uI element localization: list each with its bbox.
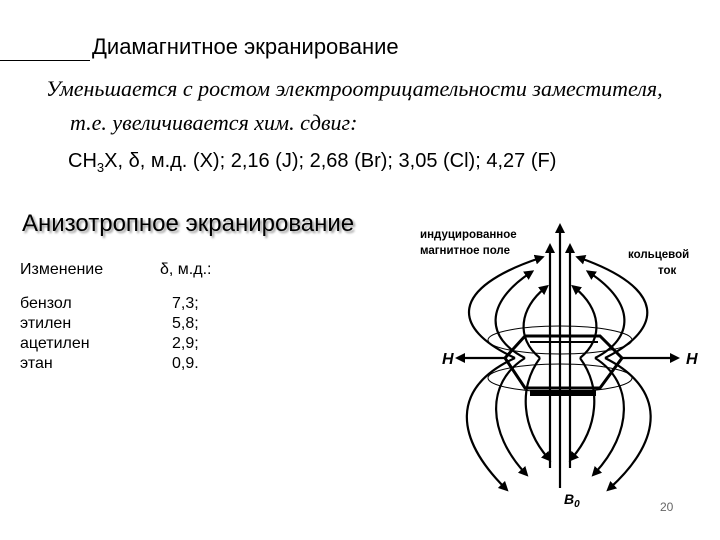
benzene-ring-current-diagram — [410, 218, 710, 518]
formula-values: δ, м.д. (X); 2,16 (J); 2,68 (Br); 3,05 (Cl); 4,27 (F) — [123, 150, 557, 172]
compound-name: этилен — [20, 315, 72, 332]
field-line-left-lower — [467, 358, 515, 488]
compound-name: бензол — [20, 295, 72, 312]
label-b0 — [564, 491, 580, 510]
field-line-inner-right-lower — [572, 358, 594, 458]
column-header-change: Изменение — [20, 261, 104, 278]
label-h-right: H — [686, 351, 698, 368]
label-ring-current-2: ток — [658, 265, 677, 277]
field-line-mid-left-lower — [496, 358, 525, 473]
column-header-shift: δ, м.д.: — [160, 261, 212, 278]
compound-name: этан — [20, 355, 53, 372]
benzene-hexagon — [505, 336, 622, 388]
field-line-right-lower — [605, 358, 651, 488]
field-line-inner-left-lower — [526, 358, 548, 458]
label-induced-field-1: индуцированное — [420, 229, 517, 241]
compound-value: 2,9; — [172, 335, 199, 352]
compound-values — [172, 294, 199, 374]
compound-value: 0,9. — [172, 355, 199, 372]
compound-name: ацетилен — [20, 335, 90, 352]
formula-molecule-suffix: X, — [104, 150, 124, 172]
formula-line — [68, 150, 556, 175]
label-b0-subscript: 0 — [574, 499, 580, 510]
slide-title: Диамагнитное экранирование — [92, 34, 399, 59]
description-line-1: Уменьшается с ростом электроотрицательности заместителя, — [46, 76, 663, 101]
compound-value: 5,8; — [172, 315, 199, 332]
label-b0-letter: B — [564, 491, 575, 507]
anisotropic-heading: Анизотропное экранирование — [22, 210, 355, 237]
description-line-2: т.е. увеличивается хим. сдвиг: — [70, 110, 358, 135]
compound-value: 7,3; — [172, 295, 199, 312]
page-number: 20 — [660, 500, 674, 514]
field-line-inner-left-upper — [524, 288, 545, 358]
compound-names — [20, 294, 90, 374]
formula-molecule-prefix: CH — [68, 150, 97, 172]
field-line-inner-right-upper — [575, 288, 596, 358]
label-ring-current-1: кольцевой — [628, 249, 690, 261]
formula-molecule-subscript: 3 — [96, 160, 105, 175]
label-induced-field-2: магнитное поле — [420, 245, 510, 257]
label-h-left: H — [442, 351, 454, 368]
title-underline — [0, 60, 90, 61]
